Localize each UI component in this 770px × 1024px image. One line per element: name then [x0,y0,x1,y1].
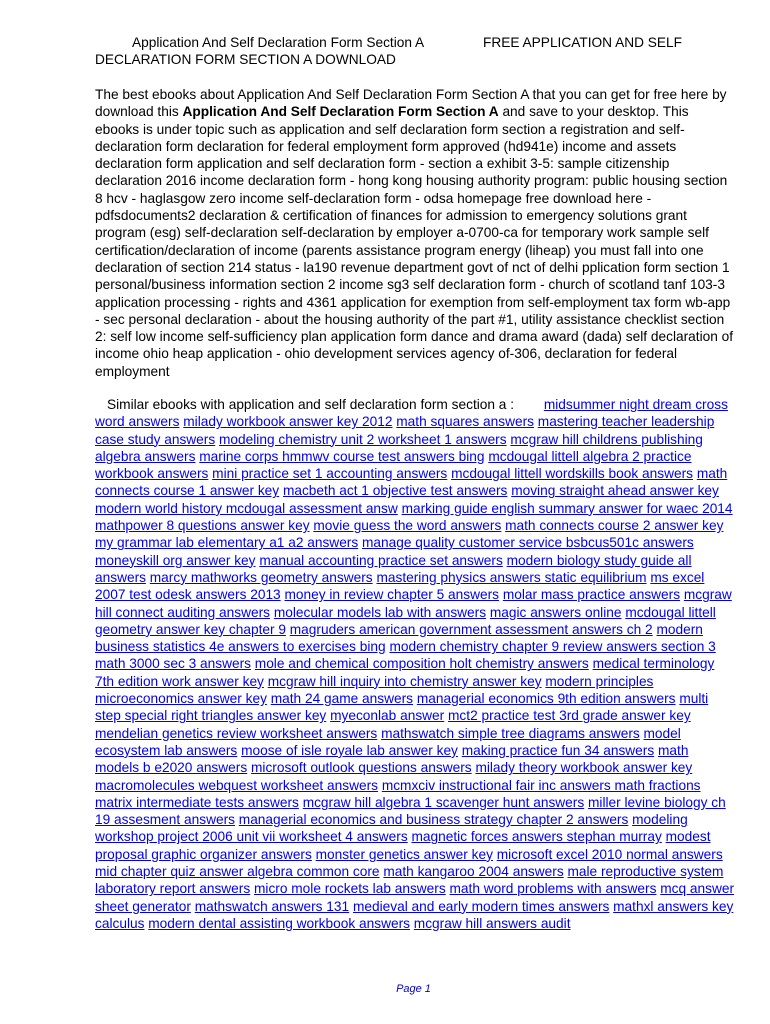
ebook-link[interactable]: myeconlab answer [330,708,445,724]
similar-ebooks-section [95,396,735,932]
ebook-link[interactable]: mcq answer sheet generator [95,881,735,914]
ebook-link[interactable]: mathpower 8 questions answer key [95,518,310,534]
ebook-link[interactable]: male reproductive system laboratory report answers [95,864,724,897]
ebook-link[interactable]: milady theory workbook answer key [475,760,693,776]
ebook-link[interactable]: math connects course 2 answer key [505,518,724,534]
page-number: Page 1 [396,983,431,995]
ebook-link[interactable]: mcgraw hill algebra 1 scavenger hunt answers [302,794,585,810]
ebook-link[interactable]: midsummer night dream cross word answers [95,397,728,430]
ebook-link[interactable]: marking guide english summary answer for waec 2014 [401,500,733,516]
ebook-link[interactable]: model ecosystem lab answers [95,725,681,758]
intro-bold-title: Application And Self Declaration Form Section A [182,104,499,120]
ebook-link[interactable]: math kangaroo 2004 answers [383,864,564,880]
ebook-link[interactable]: medieval and early modern times answers [352,898,610,914]
ebook-link[interactable]: modest proposal graphic organizer answers [95,829,711,862]
ebook-link[interactable]: modern world history mcdougal assessment answ [95,500,398,516]
ebook-link[interactable]: mathswatch answers 131 [194,898,350,914]
ebook-link[interactable]: marcy mathworks geometry answers [149,569,373,585]
ebook-link[interactable]: matrix intermediate tests answers [95,794,299,810]
ebook-link[interactable]: milady workbook answer key 2012 [183,414,393,430]
header-subtitle: DECLARATION FORM SECTION A DOWNLOAD [95,52,396,67]
ebook-link[interactable]: moneyskill org answer key [95,552,256,568]
ebook-link[interactable]: movie guess the word answers [313,518,502,534]
ebook-link[interactable]: magruders american government assessment answers ch 2 [289,621,653,637]
ebook-link[interactable]: mcdougal littell geometry answer key chapter 9 [95,604,716,637]
ebook-link[interactable]: mathxl answers key calculus [95,898,734,931]
ebook-link[interactable]: mcgraw hill connect auditing answers [95,587,732,620]
ebook-link[interactable]: modeling workshop project 2006 unit vii worksheet 4 answers [95,812,688,845]
ebook-link[interactable]: modeling chemistry unit 2 worksheet 1 answers [219,431,507,447]
ebook-link[interactable]: money in review chapter 5 answers [284,587,500,603]
page-footer [0,983,770,995]
ebook-link[interactable]: mid chapter quiz answer algebra common core [95,864,380,880]
ebook-link[interactable]: mole and chemical composition holt chemistry answers [254,656,589,672]
ebook-link[interactable]: managerial economics 9th edition answers [416,691,676,707]
ebook-link[interactable]: macromolecules webquest worksheet answers [95,777,378,793]
ebook-link[interactable]: modern biology study guide all answers [95,552,692,585]
ebook-link[interactable]: mct2 practice test 3rd grade answer key [448,708,691,724]
ebook-link[interactable]: micro mole rockets lab answers [254,881,446,897]
ebook-link[interactable]: magnetic forces answers stephan murray [411,829,662,845]
intro-text-continued: and save to your desktop. This ebooks is under topic such as application and self declaration form section a registration and self-declaration form declaration for federal employment form approved (hd941e) income and assets declaration form application and self declaration form - section a exhibit 3-5: sample citizenship declaration 2016 income declaration form - hong kong housing authority program: public housing section 8 hcv - haglasgow zero income self-declaration form - odsa homepage free download here - pdfsdocuments2 declaration & certification of finances for admission to emergency solutions grant program (esg) self-declaration self-declaration by employer a-0700-ca for temporary work sample self certification/declaration of income (parents assistance program energy (liheap) you must fall into one declaration of section 214 status - la190 revenue department govt of nct of delhi pplication form section 1 personal/business information section 2 income sg3 self declaration form - church of scotland tanf 103-3 application processing - rights and 4361 application for exemption from self-employment tax form wb-app - sec personal declaration - about the housing authority of the part #1, utility assistance checklist section 2: self low income self-sufficiency plan application form dance and drama award (dada) self declaration of income ohio heap application - ohio development services agency of-306, declaration for federal employment [95,104,734,379]
ebook-link[interactable]: monster genetics answer key [315,846,493,862]
ebook-link[interactable]: microsoft outlook questions answers [251,760,472,776]
ebook-link[interactable]: moving straight ahead answer key [511,483,719,499]
ebook-link[interactable]: modern business statistics 4e answers to exercises bing [95,621,703,655]
ebook-link[interactable]: math 3000 sec 3 answers [95,656,251,672]
ebook-link[interactable]: mendelian genetics review worksheet answers [95,725,378,741]
ebook-link[interactable]: molar mass practice answers [502,587,681,603]
ebook-link[interactable]: medical terminology 7th edition work answer key [95,656,715,689]
ebook-link[interactable]: mcdougal littell wordskills book answers [451,466,693,482]
ebook-link[interactable]: mcgraw hill inquiry into chemistry answer key [267,673,542,689]
ebook-link[interactable]: multi step special right triangles answer key [95,691,709,724]
ebook-link[interactable]: mastering physics answers static equilibrium [376,569,647,585]
ebook-link[interactable]: my grammar lab elementary a1 a2 answers [95,535,359,551]
intro-text: The best ebooks about Application And Self Declaration Form Section A that you can get for free here by download this [95,87,727,120]
ebook-link[interactable]: moose of isle royale lab answer key [241,742,458,758]
ebook-link[interactable]: mcmxciv instructional fair inc answers math fractions [381,777,701,793]
ebook-link[interactable]: math word problems with answers [449,881,657,897]
similar-ebooks-heading: Similar ebooks with application and self declaration form section a : [107,397,515,412]
header-title-right: FREE APPLICATION AND SELF [483,35,683,50]
ebook-link[interactable]: modern principles microeconomics answer key [95,673,654,707]
ebook-link[interactable]: macbeth act 1 objective test answers [282,483,508,499]
ebook-link[interactable]: mcgraw hill childrens publishing algebra answers [95,431,703,464]
intro-paragraph [95,86,735,380]
ebook-link[interactable]: math 24 game answers [270,691,414,707]
ebook-link[interactable]: modern chemistry chapter 9 review answers section 3 [389,639,716,655]
header-title: Application And Self Declaration Form Section A [132,35,425,50]
ebook-link[interactable]: math squares answers [396,414,534,430]
ebook-link[interactable]: math connects course 1 answer key [95,466,728,499]
ebook-link[interactable]: ms excel 2007 test odesk answers 2013 [95,569,705,603]
ebook-link[interactable]: manage quality customer service bsbcus501c answers [362,535,694,551]
ebook-link[interactable]: mini practice set 1 accounting answers [212,466,448,482]
ebook-link[interactable]: mcdougal littell algebra 2 practice workbook answers [95,448,692,482]
ebook-link[interactable]: marine corps hmmwv course test answers bing [199,448,485,464]
ebook-link[interactable]: math models b e2020 answers [95,742,689,776]
ebook-link[interactable]: manual accounting practice set answers [259,552,503,568]
ebook-link[interactable]: mathswatch simple tree diagrams answers [381,725,640,741]
ebook-link[interactable]: magic answers online [489,604,622,620]
ebook-link[interactable]: microsoft excel 2010 normal answers [496,846,723,862]
ebook-link[interactable]: mastering teacher leadership case study answers [95,414,715,447]
ebook-link[interactable]: molecular models lab with answers [273,604,487,620]
ebook-link[interactable]: managerial economics and business strategy chapter 2 answers [238,812,629,828]
ebook-link[interactable]: making practice fun 34 answers [461,742,655,758]
ebook-link[interactable]: miller levine biology ch 19 assesment answers [95,794,726,828]
ebook-link[interactable]: modern dental assisting workbook answers [148,915,410,931]
document-header [95,34,735,68]
ebook-link[interactable]: mcgraw hill answers audit [413,915,571,931]
